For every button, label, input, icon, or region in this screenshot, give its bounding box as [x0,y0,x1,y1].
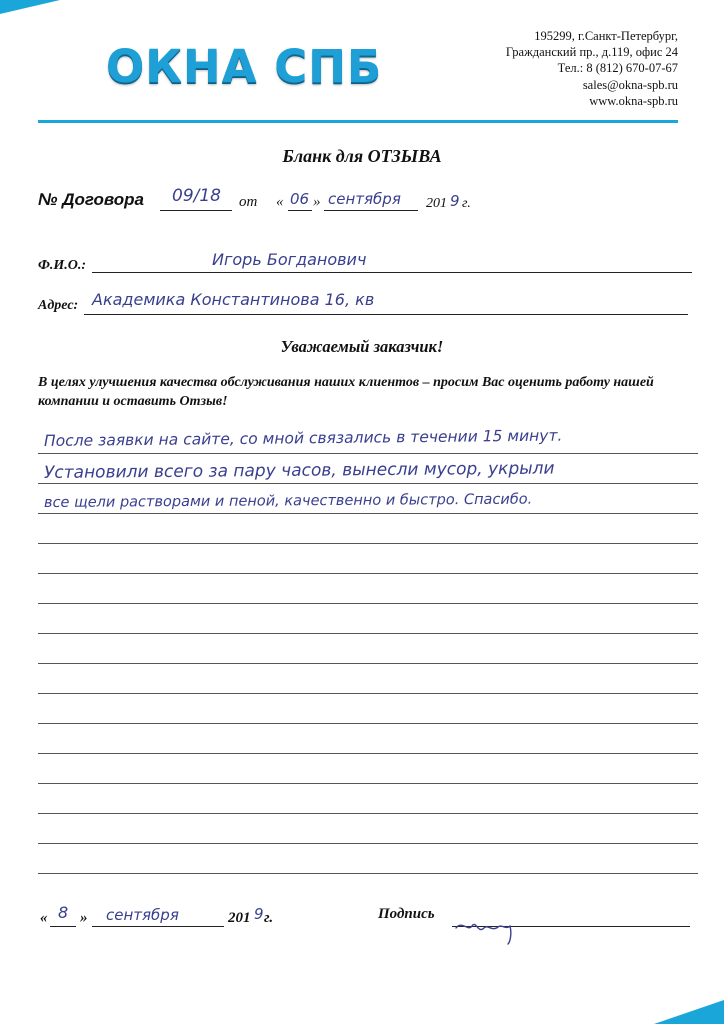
footer-month-value: сентября [106,906,179,924]
contract-number-value: 09/18 [172,186,221,206]
contact-website: www.okna-spb.ru [589,93,678,108]
footer-day-underline [50,926,76,927]
contact-phone: Тел.: 8 (812) 670-07-67 [557,61,678,76]
corner-decoration [654,1000,724,1024]
contact-email: sales@okna-spb.ru [582,77,678,92]
footer-quote-close: » [80,910,88,926]
ruled-line [38,873,698,874]
review-text-line: Установили всего за пару часов, вынесли мусор, укрыли [43,458,555,483]
address-label: Адрес: [38,298,79,313]
address-value: Академика Константинова 16, кв [92,290,375,309]
header-divider [38,120,678,123]
intro-text: В целях улучшения качества обслуживания наших клиентов – просим Вас оценить работу нашей компании и оставить Отзыв! [38,375,654,409]
ruled-line [38,573,698,574]
fio-underline [92,272,692,273]
corner-decoration [0,0,60,14]
ruled-line [38,543,698,544]
company-logo: ОКНА СПБ [106,40,383,93]
footer-year-digit: 9 [254,905,264,923]
contract-year-prefix: 201 [426,196,447,211]
fio-value: Игорь Богданович [212,250,367,269]
contract-label: № Договора [38,190,144,209]
fio-label: Ф.И.О.: [38,258,87,273]
ruled-line [38,813,698,814]
contract-year-digit: 9 [450,192,460,210]
ruled-line [38,633,698,634]
ruled-line [38,843,698,844]
ruled-line [38,783,698,784]
ruled-line [38,483,698,484]
footer-month-underline [92,926,224,927]
ruled-line [38,753,698,754]
footer-year-suffix: г. [264,910,274,926]
ruled-line [38,453,698,454]
contract-from-label: от [239,194,258,210]
contract-year-suffix: г. [462,196,471,211]
signature-scribble [452,910,522,946]
ruled-line [38,603,698,604]
ruled-line [38,663,698,664]
contact-address-line: 195299, г.Санкт-Петербург, [534,29,678,43]
ruled-line [38,693,698,694]
contract-day-underline [288,210,312,211]
ruled-line [38,723,698,724]
footer-year-prefix: 201 [228,910,251,926]
quote-close: » [313,194,321,210]
quote-open: « [276,194,284,210]
contract-month-underline [324,210,418,211]
review-text-line: все щели растворами и пеной, качественно и быстро. Спасибо. [43,491,533,511]
footer-quote-open: « [40,910,48,926]
contact-block [506,28,678,109]
contract-month-value: сентября [328,190,401,208]
contact-address-line: Гражданский пр., д.119, офис 24 [505,45,678,60]
contract-row [38,190,144,210]
footer-day-value: 8 [58,903,69,922]
form-title: Бланк для ОТЗЫВА [282,146,442,166]
address-underline [84,314,688,315]
review-text-line: После заявки на сайте, со мной связались в течении 15 минут. [43,426,563,450]
contract-number-underline [160,210,232,211]
contract-day-value: 06 [290,190,310,208]
greeting-heading: Уважаемый заказчик! [280,337,444,356]
signature-label: Подпись [378,906,435,922]
ruled-line [38,513,698,514]
